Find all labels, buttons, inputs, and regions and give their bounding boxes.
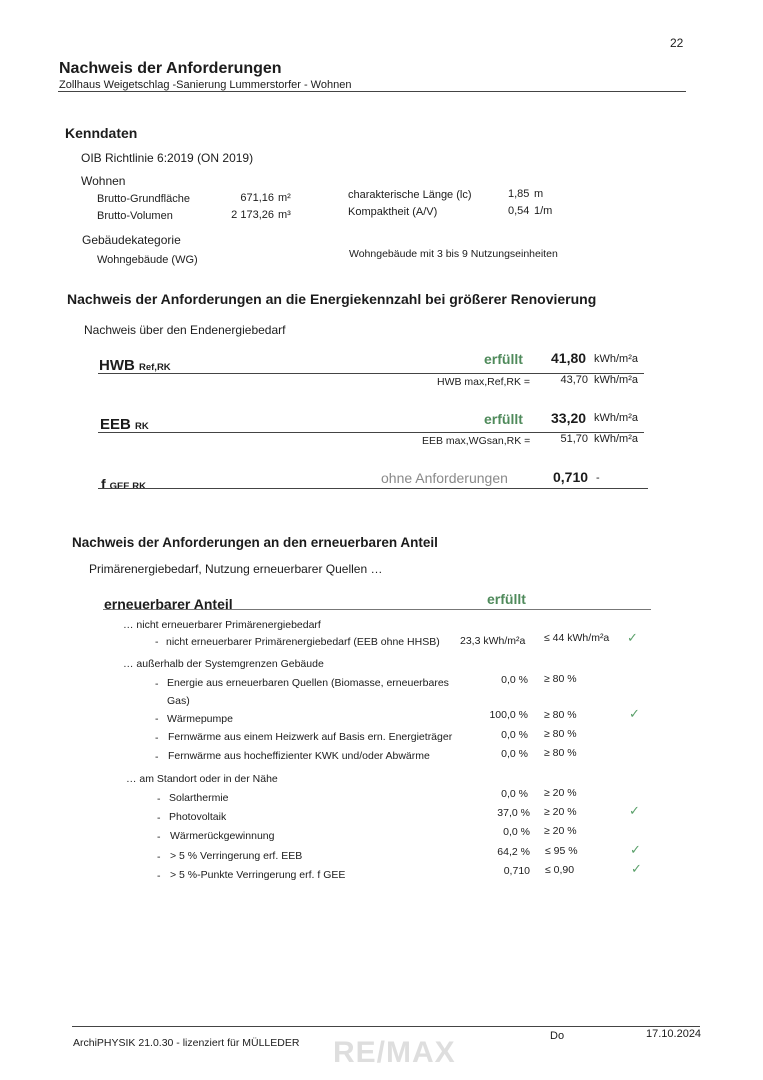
list-item-value: 0,0 % bbox=[503, 826, 530, 838]
erneuerbar-rule bbox=[103, 609, 651, 610]
fgee-unit: - bbox=[596, 472, 600, 484]
erneuerbar-subheading: Primärenergiebedarf, Nutzung erneuerbarer Quellen … bbox=[89, 562, 383, 576]
char-laenge-value: 1,85 bbox=[508, 188, 530, 200]
hwb-unit: kWh/m²a bbox=[594, 353, 638, 365]
list-item-dash: - bbox=[155, 713, 159, 725]
list-item-dash: - bbox=[157, 793, 161, 805]
list-item-label: Fernwärme aus einem Heizwerk auf Basis ern. Energieträger bbox=[168, 731, 453, 743]
gebaeudekategorie-label: Gebäudekategorie bbox=[82, 233, 181, 247]
brutto-grundflaeche-label: Brutto-Grundfläche bbox=[97, 193, 190, 205]
hwb-max-unit: kWh/m²a bbox=[594, 374, 638, 386]
list-item-dash: - bbox=[157, 812, 161, 824]
brutto-volumen-unit: m³ bbox=[278, 209, 291, 221]
list-item-label: nicht erneuerbarer Primärenergiebedarf (EEB ohne HHSB) bbox=[166, 636, 440, 648]
list-item-dash: - bbox=[155, 678, 159, 690]
check-icon: ✓ bbox=[630, 842, 641, 857]
list-item-label: Energie aus erneuerbaren Quellen (Biomasse, erneuerbares bbox=[167, 677, 449, 689]
fgee-label: f GEE RK bbox=[101, 476, 146, 492]
check-icon: ✓ bbox=[629, 706, 640, 721]
list-item-requirement: ≤ 95 % bbox=[545, 845, 578, 857]
list-item-dash: - bbox=[157, 831, 161, 843]
list-item-value: 100,0 % bbox=[489, 709, 528, 721]
list-item-dash: - bbox=[155, 732, 159, 744]
fgee-rule bbox=[98, 488, 648, 489]
eeb-max-label: EEB max,WGsan,RK = bbox=[422, 435, 531, 447]
list-item-value: 0,710 bbox=[503, 865, 530, 877]
list-item-value: 64,2 % bbox=[497, 846, 530, 858]
list-item-dash: - bbox=[155, 751, 159, 763]
eeb-label: EEB RK bbox=[100, 416, 149, 433]
hwb-max-value: 43,70 bbox=[560, 374, 588, 386]
hwb-max-label: HWB max,Ref,RK = bbox=[437, 376, 531, 388]
check-icon: ✓ bbox=[631, 861, 642, 876]
char-laenge-unit: m bbox=[534, 188, 544, 200]
list-item-label: Photovoltaik bbox=[169, 811, 227, 823]
brutto-volumen-label: Brutto-Volumen bbox=[97, 210, 173, 222]
list-item-requirement: ≥ 80 % bbox=[544, 673, 577, 685]
list-item-requirement: ≥ 80 % bbox=[544, 747, 577, 759]
list-item-requirement: ≥ 20 % bbox=[544, 806, 577, 818]
list-item-requirement: ≥ 80 % bbox=[544, 728, 577, 740]
oib-richtlinie: OIB Richtlinie 6:2019 (ON 2019) bbox=[81, 151, 254, 165]
list-item-dash: - bbox=[155, 636, 159, 648]
hwb-status: erfüllt bbox=[484, 351, 523, 367]
group-ausserhalb: … außerhalb der Systemgrenzen Gebäude bbox=[123, 658, 324, 670]
remax-watermark: RE/MAX bbox=[333, 1036, 456, 1069]
list-item-requirement: ≥ 20 % bbox=[544, 825, 577, 837]
footer-date: 17.10.2024 bbox=[646, 1028, 702, 1040]
eeb-value: 33,20 bbox=[551, 410, 587, 426]
page-number: 22 bbox=[670, 36, 684, 50]
eeb-max-unit: kWh/m²a bbox=[594, 433, 638, 445]
hwb-label: HWB Ref,RK bbox=[99, 357, 171, 374]
list-item-label: > 5 %-Punkte Verringerung erf. f GEE bbox=[170, 869, 346, 881]
check-icon: ✓ bbox=[627, 630, 638, 645]
list-item-value: 23,3 kWh/m²a bbox=[460, 635, 526, 647]
wohnen-label: Wohnen bbox=[81, 174, 126, 188]
list-item-requirement: ≤ 0,90 bbox=[545, 864, 575, 876]
footer-day: Do bbox=[550, 1030, 565, 1042]
wohngebaeude-detail: Wohngebäude mit 3 bis 9 Nutzungseinheiten bbox=[349, 248, 558, 260]
endenergiebedarf-subheading: Nachweis über den Endenergiebedarf bbox=[84, 323, 286, 337]
brutto-grundflaeche-unit: m² bbox=[278, 192, 291, 204]
energiekennzahl-heading: Nachweis der Anforderungen an die Energiekennzahl bei größerer Renovierung bbox=[67, 291, 597, 307]
erneuerbar-status: erfüllt bbox=[487, 591, 526, 607]
wohngebaeude-label: Wohngebäude (WG) bbox=[97, 254, 198, 266]
char-laenge-label: charakterische Länge (lc) bbox=[348, 189, 472, 201]
brutto-volumen-value: 2 173,26 bbox=[231, 209, 274, 221]
erneuerbar-heading: Nachweis der Anforderungen an den erneuerbaren Anteil bbox=[72, 535, 438, 550]
fgee-status: ohne Anforderungen bbox=[381, 470, 508, 486]
list-item-label: Wärmerückgewinnung bbox=[170, 830, 275, 842]
list-item-label: Solarthermie bbox=[169, 792, 229, 804]
group-am-standort: … am Standort oder in der Nähe bbox=[126, 773, 278, 785]
brutto-grundflaeche-value: 671,16 bbox=[240, 192, 274, 204]
eeb-max-value: 51,70 bbox=[560, 433, 588, 445]
list-item-value: 0,0 % bbox=[501, 748, 528, 760]
list-item-dash: - bbox=[157, 870, 161, 882]
list-item-label-cont: Gas) bbox=[167, 695, 190, 707]
list-item-value: 0,0 % bbox=[501, 788, 528, 800]
page-subtitle: Zollhaus Weigetschlag -Sanierung Lummerstorfer - Wohnen bbox=[59, 79, 352, 91]
kenndaten-heading: Kenndaten bbox=[65, 125, 138, 141]
list-item-label: Wärmepumpe bbox=[167, 713, 233, 725]
kompaktheit-unit: 1/m bbox=[534, 205, 553, 217]
list-item-label: > 5 % Verringerung erf. EEB bbox=[170, 850, 303, 862]
check-icon: ✓ bbox=[629, 803, 640, 818]
list-item-dash: - bbox=[157, 851, 161, 863]
fgee-value: 0,710 bbox=[553, 469, 589, 485]
kompaktheit-label: Kompaktheit (A/V) bbox=[348, 206, 438, 218]
list-item-value: 37,0 % bbox=[497, 807, 530, 819]
group-nicht-erneuerbar: … nicht erneuerbarer Primärenergiebedarf bbox=[123, 619, 321, 631]
list-item-value: 0,0 % bbox=[501, 729, 528, 741]
hwb-value: 41,80 bbox=[551, 350, 587, 366]
list-item-requirement: ≥ 80 % bbox=[544, 709, 577, 721]
eeb-unit: kWh/m²a bbox=[594, 412, 638, 424]
list-item-label: Fernwärme aus hocheffizienter KWK und/oder Abwärme bbox=[168, 750, 430, 762]
kompaktheit-value: 0,54 bbox=[508, 205, 530, 217]
footer-software: ArchiPHYSIK 21.0.30 - lizenziert für MÜLLEDER bbox=[73, 1037, 300, 1049]
erneuerbar-section-label: erneuerbarer Anteil bbox=[104, 596, 233, 612]
eeb-status: erfüllt bbox=[484, 411, 523, 427]
list-item-value: 0,0 % bbox=[501, 674, 528, 686]
list-item-requirement: ≤ 44 kWh/m²a bbox=[544, 632, 610, 644]
header-rule bbox=[58, 91, 686, 92]
footer-rule bbox=[72, 1026, 700, 1027]
list-item-requirement: ≥ 20 % bbox=[544, 787, 577, 799]
page-title: Nachweis der Anforderungen bbox=[59, 60, 282, 77]
